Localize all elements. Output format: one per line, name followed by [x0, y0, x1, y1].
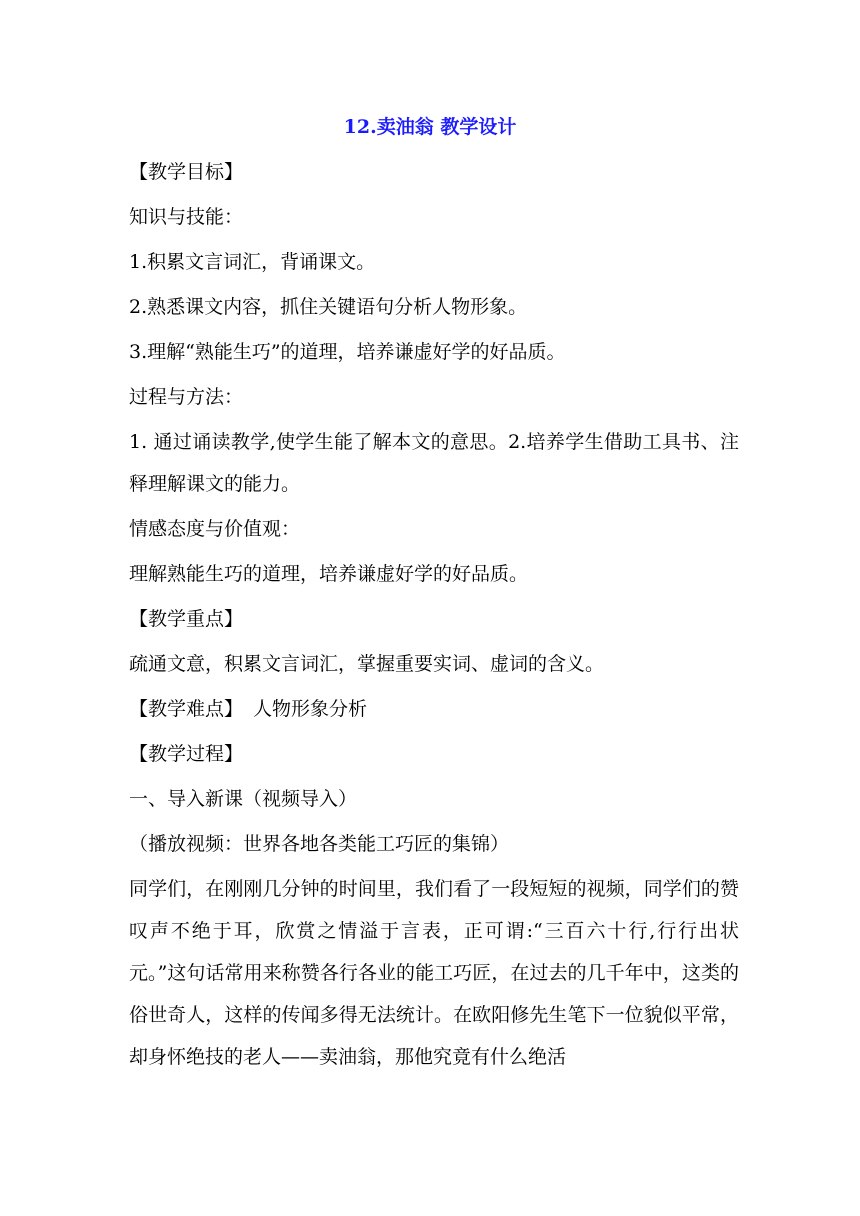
objectives-heading: 【教学目标】 [129, 161, 244, 183]
difficulty-row [129, 695, 739, 723]
section-one-heading: 一、导入新课（视频导入） [129, 788, 358, 810]
document-body [129, 158, 739, 1088]
section-one-note: （播放视频：世界各地各类能工巧匠的集锦） [129, 833, 510, 855]
knowledge-item: 3.理解“熟能生巧”的道理，培养谦虚好学的好品质。 [129, 341, 566, 363]
knowledge-item: 2.熟悉课文内容，抓住关键语句分析人物形象。 [129, 296, 528, 318]
knowledge-skills-heading: 知识与技能： [129, 206, 244, 228]
emotion-values-text: 理解熟能生巧的道理，培养谦虚好学的好品质。 [129, 563, 529, 585]
process-methods-text: 1. 通过诵读教学,使学生能了解本文的意思。2.培养学生借助工具书、注释理解课文的能力。 [129, 431, 739, 495]
emotion-values-heading: 情感态度与价值观： [129, 518, 301, 540]
section-one-paragraph: 同学们，在刚刚几分钟的时间里，我们看了一段短短的视频，同学们的赞叹声不绝于耳，欣赏之情溢于言表，正可谓:“三百六十行,行行出状元。”这句话常用来称赞各行各业的能工巧匠，在过去的几千年中，这类的俗世奇人，这样的传闻多得无法统计。在欧阳修先生笔下一位貌似平常，却身怀绝技的老人——卖油翁，那他究竟有什么绝活 [129, 878, 739, 1068]
document-title: 12.卖油翁 教学设计 [343, 116, 517, 138]
knowledge-item: 1.积累文言词汇，背诵课文。 [129, 251, 376, 273]
key-points-text: 疏通文意，积累文言词汇，掌握重要实词、虚词的含义。 [129, 653, 605, 675]
difficulty-text: 人物形象分析 [253, 698, 368, 720]
process-heading: 【教学过程】 [129, 743, 244, 765]
key-points-heading: 【教学重点】 [129, 608, 244, 630]
process-methods-heading: 过程与方法： [129, 386, 244, 408]
difficulty-heading: 【教学难点】 [129, 698, 244, 720]
